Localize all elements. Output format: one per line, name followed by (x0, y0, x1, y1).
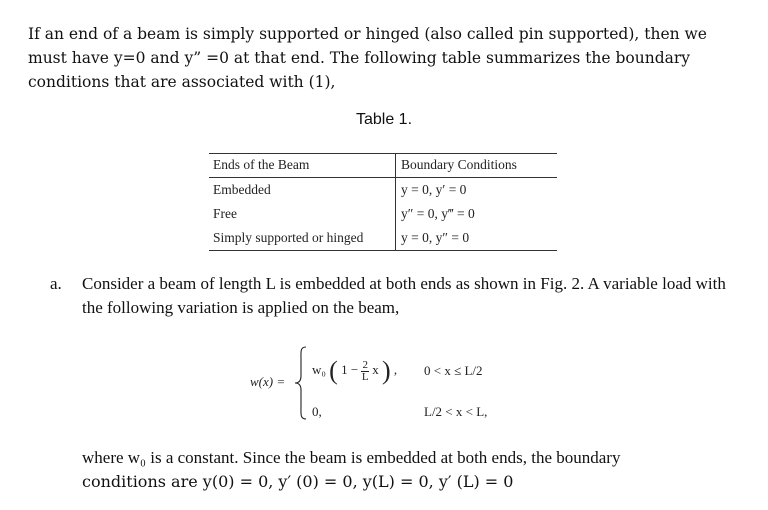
header-ends: Ends of the Beam (209, 153, 396, 178)
row-end-type: Embedded (213, 182, 271, 197)
boundary-conditions-table (209, 153, 557, 251)
table-header-row (209, 153, 557, 178)
fraction-denominator: L (361, 370, 369, 383)
case1-condition: 0 < x ≤ L/2 (424, 363, 483, 378)
where-paragraph (82, 446, 742, 494)
left-brace-icon (294, 346, 308, 420)
header-conditions: Boundary Conditions (396, 153, 558, 178)
intro-paragraph: If an end of a beam is simply supported or hinged (also called pin supported), then we must have y=0 and y” =0 at that end. The following table summarizes the boundary conditions that are associated with (1), (28, 25, 707, 91)
part-a-text: Consider a beam of length L is embedded at both ends as shown in Fig. 2. A variable load with the following variation is applied on the beam, (82, 274, 726, 317)
row-condition: y = 0, y″ = 0 (396, 226, 558, 251)
open-paren: ( (329, 356, 338, 385)
case1-comma: , (393, 361, 398, 377)
row-end-type: Simply supported or hinged (209, 226, 396, 251)
case2-condition: L/2 < x < L, (424, 404, 488, 419)
fraction (361, 360, 369, 383)
table-row (209, 226, 557, 251)
row-condition: y = 0, y′ = 0 (396, 178, 558, 203)
part-a-label: a. (50, 274, 62, 293)
table-row (209, 202, 557, 226)
table-caption: Table 1. (355, 111, 413, 128)
where-line-2: conditions are y(0) = 0, y′ (0) = 0, y(L) = 0, y′ (L) = 0 (82, 472, 514, 491)
where-line-1: where w₀ is a constant. Since the beam is embedded at both ends, the boundary (82, 448, 621, 467)
fraction-numerator: 2 (362, 358, 368, 371)
equation-case2: 0, (312, 404, 322, 419)
row-condition: y″ = 0, y‴ = 0 (396, 202, 558, 226)
x-variable: x (372, 361, 379, 377)
equation-case1 (312, 356, 397, 386)
table-row (209, 178, 557, 203)
close-paren: ) (381, 356, 391, 385)
row-end-type: Free (213, 206, 237, 221)
one-minus: 1 − (341, 361, 359, 377)
w0-symbol: w₀ (312, 361, 326, 377)
equation-lhs: w(x) = (250, 374, 286, 389)
load-equation (250, 346, 570, 426)
